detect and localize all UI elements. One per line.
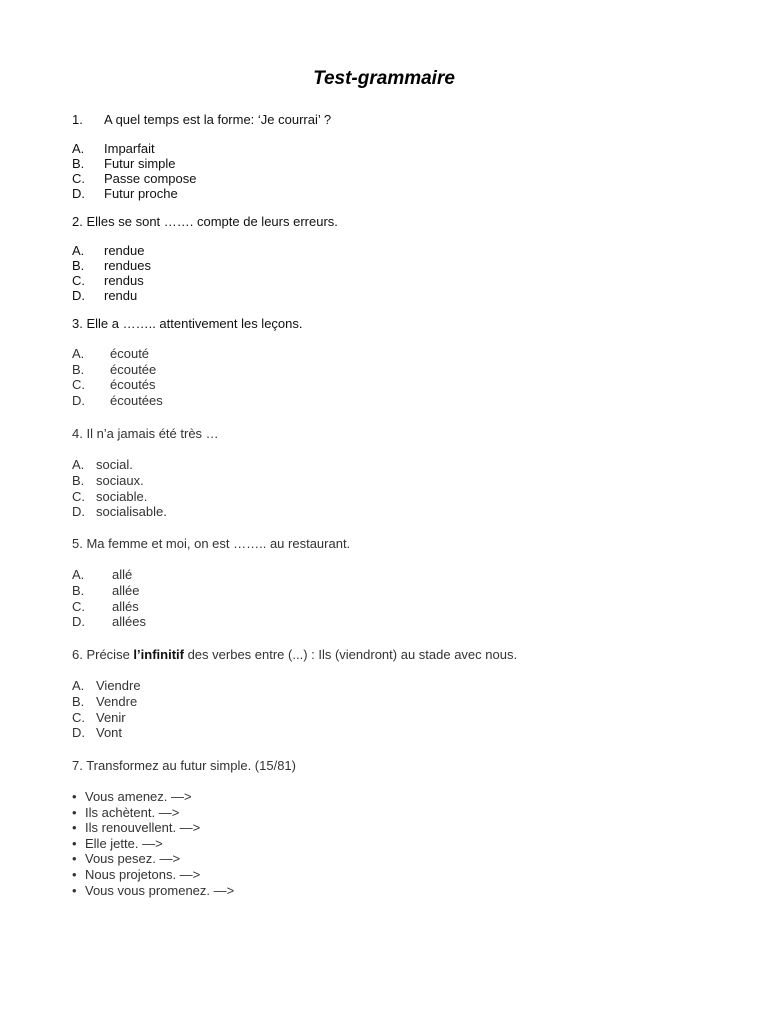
option-a (72, 243, 151, 258)
question-4-options (72, 457, 167, 520)
option-text: rendues (104, 258, 151, 273)
option-b (72, 694, 141, 710)
question-1-options (72, 141, 197, 201)
bullet-icon: • (72, 835, 77, 851)
option-d (72, 288, 151, 303)
list-item (72, 820, 234, 836)
question-7: 7. Transformez au futur simple. (15/81) (72, 758, 296, 773)
list-item (72, 851, 234, 867)
option-text: écouté (110, 346, 150, 361)
option-a (72, 678, 141, 694)
option-letter: C. (72, 598, 85, 614)
option-letter: B. (72, 258, 85, 273)
option-b (72, 156, 197, 171)
option-letter: B. (72, 361, 85, 377)
list-item-text: Vous pesez. —> (85, 851, 181, 867)
question-3: 3. Elle a …….. attentivement les leçons. (72, 316, 303, 331)
option-b (72, 583, 146, 599)
option-text: allé (112, 567, 133, 582)
option-text: Viendre (96, 678, 141, 693)
option-b (72, 473, 167, 489)
question-4: 4. Il n’a jamais été très … (72, 426, 219, 441)
bullet-icon: • (72, 882, 77, 898)
question-6-options (72, 678, 141, 741)
list-item (72, 867, 234, 883)
option-b (72, 362, 163, 378)
option-text: social. (96, 457, 133, 472)
question-1-number: 1. (72, 112, 83, 127)
question-6-suffix: des verbes entre (...) : Ils (viendront) au stade avec nous. (183, 647, 518, 662)
list-item (72, 883, 234, 899)
option-text: allées (112, 614, 146, 630)
option-text: allés (112, 598, 139, 614)
option-letter: B. (72, 582, 85, 598)
option-text: Futur proche (104, 186, 178, 201)
option-a (72, 457, 167, 473)
option-text: Venir (96, 709, 126, 725)
option-a (72, 346, 163, 362)
list-item-text: Elle jette. —> (85, 835, 163, 851)
list-item-text: Nous projetons. —> (85, 866, 201, 882)
option-letter: D. (72, 504, 85, 520)
question-1 (72, 112, 331, 127)
option-text: écoutées (110, 393, 163, 409)
list-item-text: Ils renouvellent. —> (85, 820, 201, 836)
option-text: socialisable. (96, 504, 167, 520)
bullet-icon: • (72, 789, 77, 804)
option-text: Vont (96, 725, 123, 741)
list-item (72, 805, 234, 821)
option-text: sociable. (96, 488, 148, 504)
option-c (72, 171, 197, 186)
question-1-text: A quel temps est la forme: ‘Je courrai’ ? (104, 112, 332, 127)
option-text: écoutée (110, 361, 157, 377)
option-text: sociaux. (96, 472, 144, 488)
question-3-options (72, 346, 163, 409)
option-letter: A. (72, 567, 85, 582)
option-text: Passe compose (104, 171, 197, 186)
page-title: Test-grammaire (313, 68, 455, 89)
option-d (72, 186, 197, 201)
option-letter: D. (72, 288, 85, 303)
option-letter: A. (72, 346, 85, 361)
question-6-prefix: 6. Précise (72, 647, 134, 662)
option-text: allée (112, 582, 140, 598)
bullet-icon: • (72, 851, 77, 867)
option-c (72, 273, 151, 288)
question-6 (72, 647, 517, 662)
option-letter: C. (72, 709, 85, 725)
option-b (72, 258, 151, 273)
list-item-text: Vous amenez. —> (85, 789, 192, 804)
option-text: rendue (104, 243, 145, 258)
option-d (72, 725, 141, 741)
option-letter: C. (72, 171, 85, 186)
option-d (72, 504, 167, 520)
option-a (72, 141, 197, 156)
option-letter: A. (72, 678, 85, 693)
question-6-bold: l’infinitif (133, 647, 184, 662)
list-item-text: Ils achètent. —> (85, 804, 180, 820)
option-letter: A. (72, 243, 85, 258)
option-letter: D. (72, 393, 85, 409)
option-c (72, 489, 167, 505)
question-7-list (72, 789, 234, 898)
option-a (72, 567, 146, 583)
option-c (72, 599, 146, 615)
bullet-icon: • (72, 820, 77, 836)
question-5-options (72, 567, 146, 630)
option-letter: C. (72, 273, 85, 288)
option-text: rendu (104, 288, 138, 303)
option-letter: C. (72, 488, 85, 504)
option-d (72, 393, 163, 409)
question-2-options (72, 243, 151, 303)
list-item-text: Vous vous promenez. —> (85, 882, 235, 898)
option-letter: A. (72, 457, 85, 472)
option-letter: D. (72, 725, 85, 741)
list-item (72, 789, 234, 805)
option-c (72, 710, 141, 726)
option-letter: D. (72, 186, 85, 201)
option-text: Vendre (96, 693, 138, 709)
option-text: rendus (104, 273, 144, 288)
option-c (72, 377, 163, 393)
option-letter: B. (72, 156, 85, 171)
option-text: Imparfait (104, 141, 155, 156)
option-letter: B. (72, 472, 85, 488)
option-d (72, 614, 146, 630)
option-letter: B. (72, 693, 85, 709)
list-item (72, 836, 234, 852)
question-5: 5. Ma femme et moi, on est …….. au restaurant. (72, 536, 351, 551)
option-letter: A. (72, 141, 85, 156)
option-text: Futur simple (104, 156, 176, 171)
question-2: 2. Elles se sont ……. compte de leurs erreurs. (72, 214, 338, 229)
option-letter: C. (72, 377, 85, 393)
option-text: écoutés (110, 377, 156, 393)
bullet-icon: • (72, 804, 77, 820)
bullet-icon: • (72, 866, 77, 882)
option-letter: D. (72, 614, 85, 630)
